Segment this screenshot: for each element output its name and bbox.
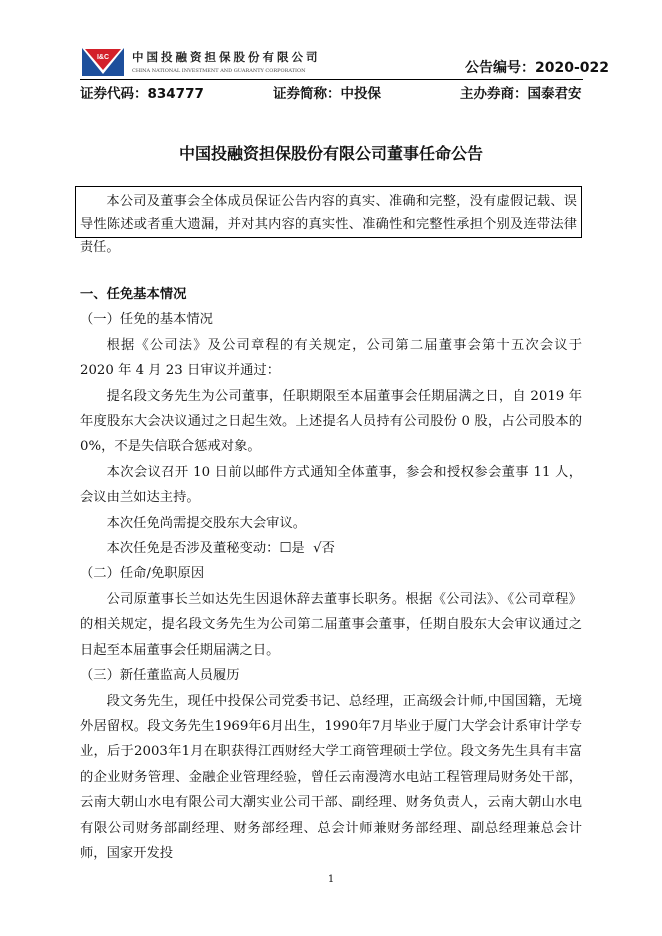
sponsor-broker: 主办券商：国泰君安 bbox=[460, 86, 582, 102]
header-divider bbox=[80, 79, 583, 80]
document-body bbox=[80, 282, 582, 866]
paragraph: 根据《公司法》及公司章程的有关规定，公司第二届董事会第十五次会议于 2020 年 4 月 23 日审议并通过： bbox=[80, 337, 582, 379]
section-heading: 一、任免基本情况 bbox=[80, 287, 187, 302]
company-name-cn: 中国投融资担保股份有限公司 bbox=[132, 50, 321, 64]
securities-code: 证券代码：834777 bbox=[80, 86, 204, 102]
paragraph: 公司原董事长兰如达先生因退休辞去董事长职务。根据《公司法》、《公司章程》的相关规定，提名段文务先生为公司第二届董事会董事，任期自股东大会审议通过之日起至本届董事会任期届满之日。 bbox=[80, 591, 582, 658]
paragraph: 本次任免是否涉及董秘变动：☐是 √否 bbox=[106, 541, 335, 557]
notice-number: 公告编号：2020-022 bbox=[465, 60, 609, 76]
company-name-en: CHINA NATIONAL INVESTMENT AND GUARANTY CORPORATION bbox=[132, 68, 306, 74]
subsection-heading: （二）任命/免职原因 bbox=[80, 566, 205, 582]
paragraph: 段文务先生，现任中投保公司党委书记、总经理，正高级会计师,中国国籍，无境外居留权。段文务先生1969年6月出生，1990年7月毕业于厦门大学会计系审计学专业，后于2003年1月在职获得江西财经大学工商管理硕士学位。段文务先生具有丰富的企业财务管理、金融企业管理经验，曾任云南漫湾水电站工程管理局财务处干部，云南大朝山水电有限公司大潮实业公司干部、副经理、财务负责人，云南大朝山水电有限公司财务部副经理、财务部经理、总会计师兼财务部经理、副总经理兼总会计师，国家开发投 bbox=[80, 693, 582, 861]
paragraph: 本次会议召开 10 日前以邮件方式通知全体董事，参会和授权参会董事 11 人，会议由兰如达主持。 bbox=[80, 464, 582, 506]
page-number: 1 bbox=[327, 874, 335, 885]
page-title: 中国投融资担保股份有限公司董事任命公告 bbox=[178, 144, 483, 163]
subsection-heading: （三）新任董监高人员履历 bbox=[80, 668, 240, 684]
logo-text: I&C bbox=[96, 54, 110, 61]
paragraph: 提名段文务先生为公司董事，任职期限至本届董事会任期届满之日，自 2019 年年度股东大会决议通过之日起生效。上述提名人员持有公司股份 0 股，占公司股本的 0%，不是失信联合惩戒对象。 bbox=[80, 388, 582, 455]
statement-box: 本公司及董事会全体成员保证公告内容的真实、准确和完整，没有虚假记载、误导性陈述或者重大遗漏，并对其内容的真实性、准确性和完整性承担个别及连带法律责任。 bbox=[75, 186, 582, 238]
securities-short-name: 证券简称：中投保 bbox=[273, 86, 381, 102]
paragraph: 本次任免尚需提交股东大会审议。 bbox=[106, 515, 307, 531]
subsection-heading: （一）任免的基本情况 bbox=[80, 312, 213, 328]
company-logo bbox=[82, 48, 124, 76]
